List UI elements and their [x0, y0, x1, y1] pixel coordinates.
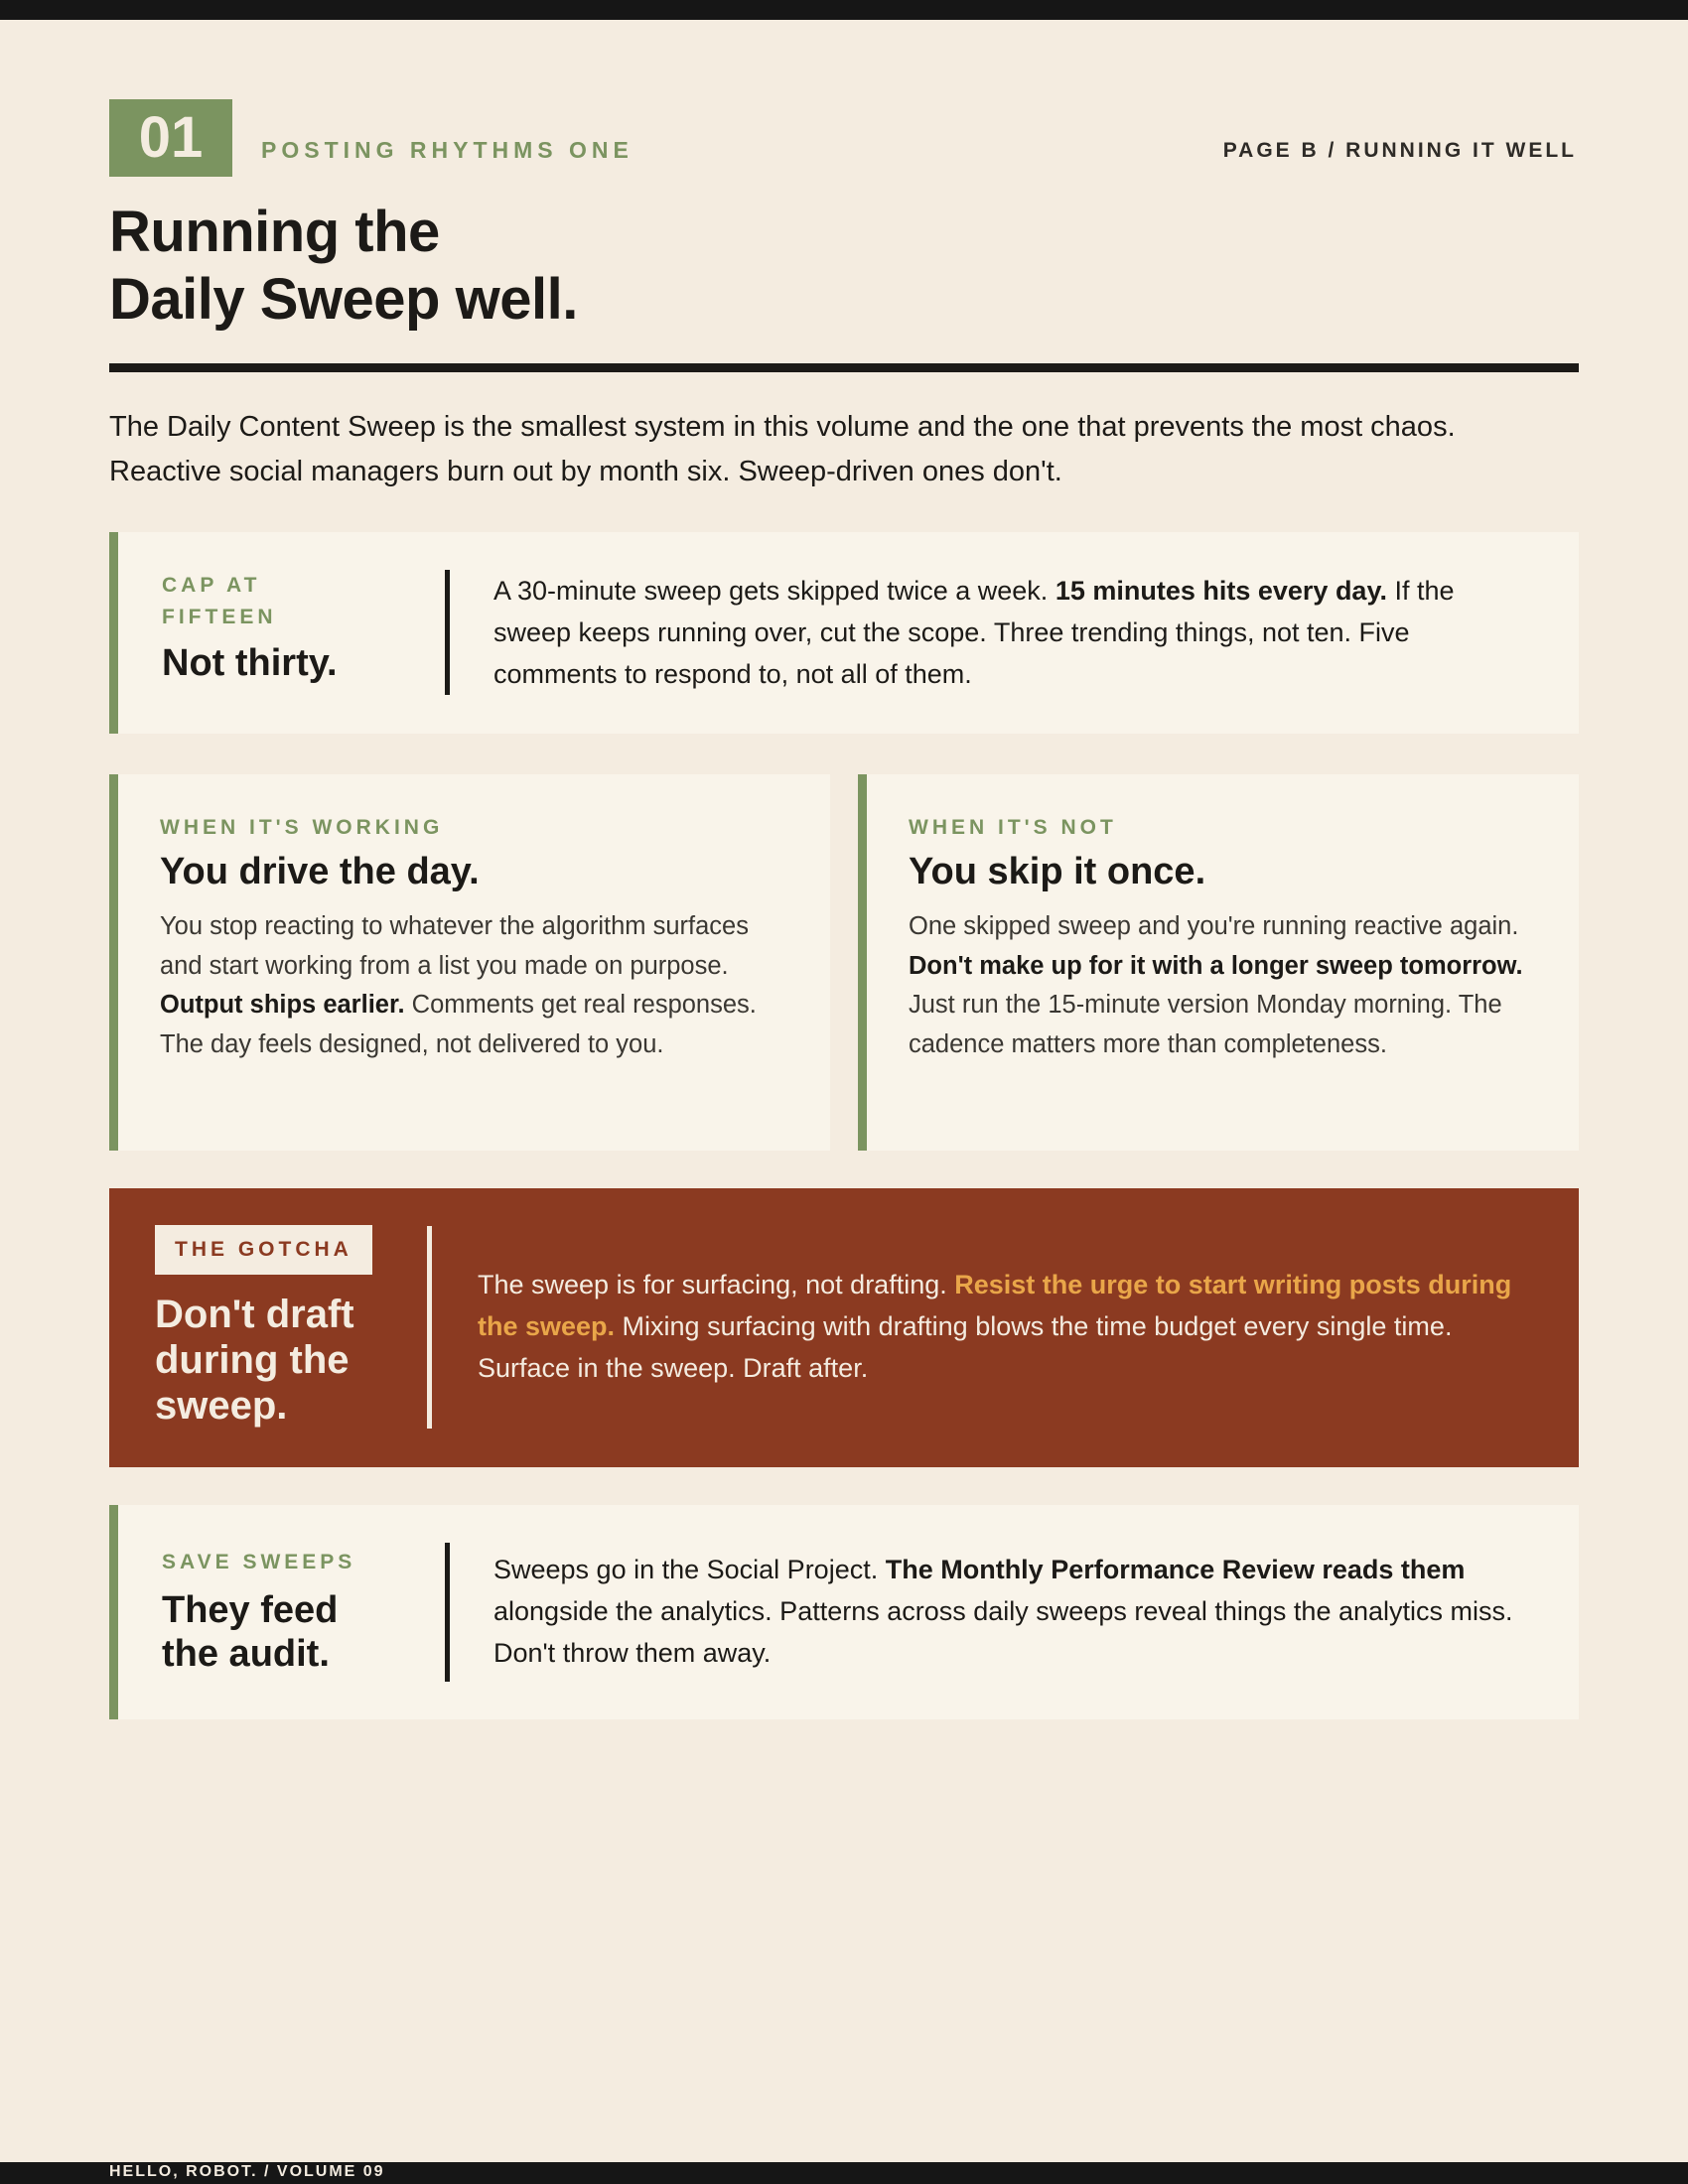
page-title-line-2: Daily Sweep well.: [109, 267, 578, 332]
when-not-body-text-2: Just run the 15-minute version Monday morning. The cadence matters more than completeness.: [909, 991, 1502, 1058]
when-working-content: [160, 812, 795, 1064]
gotcha-body-text: The sweep is for surfacing, not drafting.: [478, 1270, 955, 1299]
gotcha-badge: THE GOTCHA: [155, 1225, 372, 1275]
cap-card-heading: Not thirty.: [162, 642, 338, 684]
when-not-heading: You skip it once.: [909, 851, 1206, 892]
when-working-body-text-2: Comments get real responses. The day feels designed, not delivered to you.: [160, 991, 757, 1058]
save-card-body-text: Sweeps go in the Social Project.: [493, 1555, 886, 1584]
when-working-heading: You drive the day.: [160, 851, 480, 892]
cap-at-fifteen-card: [109, 532, 1579, 734]
intro-line-1: The Daily Content Sweep is the smallest system in this volume and the one that prevents the most chaos.: [109, 411, 1456, 443]
save-card-heading: [162, 1588, 420, 1676]
when-not-body-emphasis: Don't make up for it with a longer sweep tomorrow.: [909, 951, 1523, 980]
save-sweeps-card: [109, 1505, 1579, 1719]
when-not-label: WHEN IT'S NOT: [909, 816, 1117, 839]
cap-card-divider: [445, 570, 450, 695]
when-working-body-emphasis: Output ships earlier.: [160, 991, 405, 1019]
cap-card-body-text-2: If the sweep keeps running over, cut the scope. Three trending things, not ten. Five comments to respond to, not all of them.: [493, 576, 1455, 689]
page-title-line-1: Running the: [109, 200, 440, 264]
gotcha-body-highlight: Resist the urge to start writing posts during the sweep.: [478, 1270, 1512, 1341]
section-number-badge: 01: [109, 99, 232, 177]
title-divider: [109, 363, 1579, 372]
when-not-body: [909, 907, 1544, 1064]
save-card-heading-line-2: the audit.: [162, 1633, 330, 1675]
cap-card-body-text: A 30-minute sweep gets skipped twice a week.: [493, 576, 1055, 606]
cap-card-body-emphasis: 15 minutes hits every day.: [1055, 576, 1387, 606]
cap-card-label-line-1: CAP AT: [162, 574, 261, 597]
intro-line-2: Reactive social managers burn out by month six. Sweep-driven ones don't.: [109, 456, 1062, 487]
top-bar: [0, 0, 1688, 20]
intro-paragraph: [109, 405, 1579, 494]
gotcha-heading: Don't draft during the sweep.: [155, 1293, 354, 1428]
page-label: PAGE B / RUNNING IT WELL: [1222, 139, 1577, 162]
gotcha-body-text-2: Mixing surfacing with drafting blows the time budget every single time. Surface in the sweep. Draft after.: [478, 1311, 1453, 1383]
when-working-label: WHEN IT'S WORKING: [160, 816, 444, 839]
cap-card-body: [493, 570, 1536, 695]
cap-card-label-line-2: FIFTEEN: [162, 606, 277, 628]
save-card-body-text-2: alongside the analytics. Patterns across daily sweeps reveal things the analytics miss. Don't throw them away.: [493, 1596, 1513, 1668]
page-title: [109, 199, 578, 334]
save-card-left: [162, 1547, 420, 1676]
save-card-divider: [445, 1543, 450, 1682]
save-card-heading-line-1: They feed: [162, 1589, 339, 1631]
when-not-body-text: One skipped sweep and you're running reactive again.: [909, 912, 1519, 940]
when-working-card: [109, 774, 830, 1151]
gotcha-body: [478, 1264, 1530, 1389]
when-working-body-text: You stop reacting to whatever the algorithm surfaces and start working from a list you made on purpose.: [160, 912, 749, 980]
when-not-card: [858, 774, 1579, 1151]
when-working-body: [160, 907, 795, 1064]
when-not-content: [909, 812, 1544, 1064]
footer-text: HELLO, ROBOT. / VOLUME 09: [109, 2163, 385, 2180]
gotcha-divider: [427, 1226, 432, 1429]
section-kicker: POSTING RHYTHMS ONE: [261, 137, 633, 163]
cap-card-left: [162, 570, 420, 685]
save-card-label: SAVE SWEEPS: [162, 1551, 356, 1573]
save-card-body-emphasis: The Monthly Performance Review reads them: [885, 1555, 1466, 1584]
cap-card-label: [162, 570, 420, 633]
gotcha-card: [109, 1188, 1579, 1467]
save-card-body: [493, 1549, 1536, 1674]
